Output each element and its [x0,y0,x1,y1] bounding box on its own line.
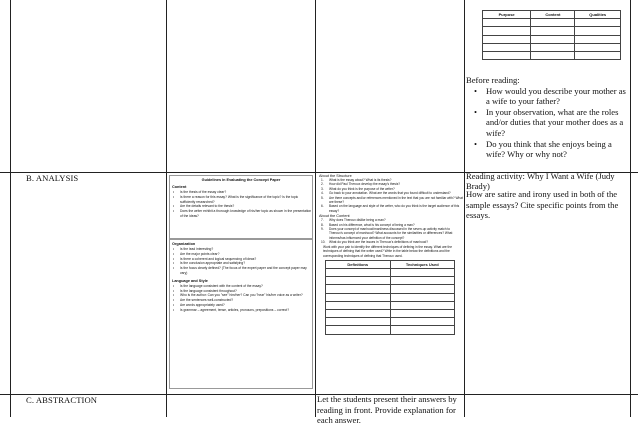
table-header: Definitions [326,260,391,268]
guidelines-style-heading: Language and Style [172,278,208,283]
list-item: 4. Go back to your annotation. What are the words that you found difficult to understand? [321,191,451,196]
table-header: Purpose [483,11,531,19]
closing-instructions: Work with your pair to identify the different techniques of defining in the essay. What are the techniques of defining that the writer used? Write in the table below the definitions and the corresponding techniques of defining that Theroux used. [323,244,452,258]
list-item: 3. What do you think is the purpose of the writer? [321,186,395,191]
list-item: 10. What do you think are the issues in Theroux's definitions of manhood? [321,240,429,245]
list-item: • Is the language consistent with the content of the essay? [170,284,312,289]
list-item: • Is the language consistent throughout? [170,289,312,294]
purpose-content-qualities-table [482,10,621,60]
list-item: • Do you think that she enjoys being a wife? Why or why not? [486,139,628,160]
list-item: 6. Based on the language and style of the writer, who do you think is the target audience of this essay? [321,204,460,213]
table-header: Qualities [575,11,621,19]
analysis-label: B. ANALYSIS [26,173,79,183]
list-item: • How would you describe your mother as a wife to your father? [486,86,628,107]
analysis-question: How are satire and irony used in both of the sample essays? Cite specific points from the essays. [466,189,619,221]
list-item: • Are words appropriately used? [170,303,312,308]
content-heading: About the Content [319,214,350,219]
guidelines-content-box [169,175,313,239]
list-item: 8. Based on his difference, what is his concept of being a man? [321,222,415,227]
list-item: • Is grammar – agreement, tense, articles, pronouns, prepositions – correct? [170,308,312,313]
list-item: • Are the details relevant to the thesis? [170,204,312,209]
list-item: • Is the thesis of the essay clear? [170,190,312,195]
list-item: • In your observation, what are the roles and/or duties that your mother does as a wife? [486,107,628,139]
list-item: • Are the major points clear? [170,252,312,257]
list-item: • Is the lead interesting? [170,247,312,252]
before-reading-heading: Before reading: [466,75,520,85]
list-item: • Is there a coherent and logical sequencing of ideas? [170,257,312,262]
guidelines-title: Guidelines in Evaluating the Concept Paper [201,178,281,182]
before-reading-block [466,75,628,192]
column-border [315,0,316,417]
definitions-techniques-table [325,260,455,335]
abstraction-text: Let the students present their answers by reading in front. Provide explanation for each answer. [317,394,457,426]
list-item: • Are the sentences well-constructed? [170,298,312,303]
table-header: Content [531,11,575,19]
list-item: • Is there a reason for this essay? What is the significance of the topic? Is the topic sufficiently researched? [170,195,312,205]
guidelines-organization-heading: Organization [172,242,196,246]
column-border [630,0,631,417]
before-reading-questions [466,86,628,160]
list-item: 7. Why does Theroux dislike being a man? [321,218,386,223]
table-header: Techniques Used [390,260,455,268]
worksheet-image [317,173,463,394]
guidelines-image [167,173,314,394]
list-item: • Who is the author: Can you "see" him/her? Can you "hear" his/her voice as a writer? [170,293,312,298]
column-border [10,0,11,417]
guidelines-organization-box [169,239,313,389]
list-item: 2. How did Paul Theroux develop the essay's thesis? [321,182,401,187]
list-item: 1. What is the essay about? What is its thesis? [321,178,392,182]
list-item: • Is the conclusion appropriate and satisfying? [170,261,312,266]
list-item: 9. Does your concept of manhood/manliness discussed in the seven-up activity match to Theroux's concept of manhood? What accounts for the similarities or differences? What informs/has influenced your definition of the concept? [321,227,453,240]
list-item: 5. Are there concepts and/or references mentioned in the text that you are not familiar with? What are these? [321,195,463,205]
structure-heading: About the Structure [319,174,352,178]
list-item: • Is the focus clearly defined? (The focus of the expert paper and the concept paper may vary) [170,266,312,276]
guidelines-content-heading: Content [172,185,187,189]
column-border [464,0,465,417]
list-item: • Does the writer exhibit a thorough knowledge of his/her topic as shown in the presentation of the ideas? [170,209,312,219]
abstraction-label: C. ABSTRACTION [26,395,98,405]
reading-activity: Reading activity: Why I Want a Wife (Judy Brady) [466,170,615,192]
